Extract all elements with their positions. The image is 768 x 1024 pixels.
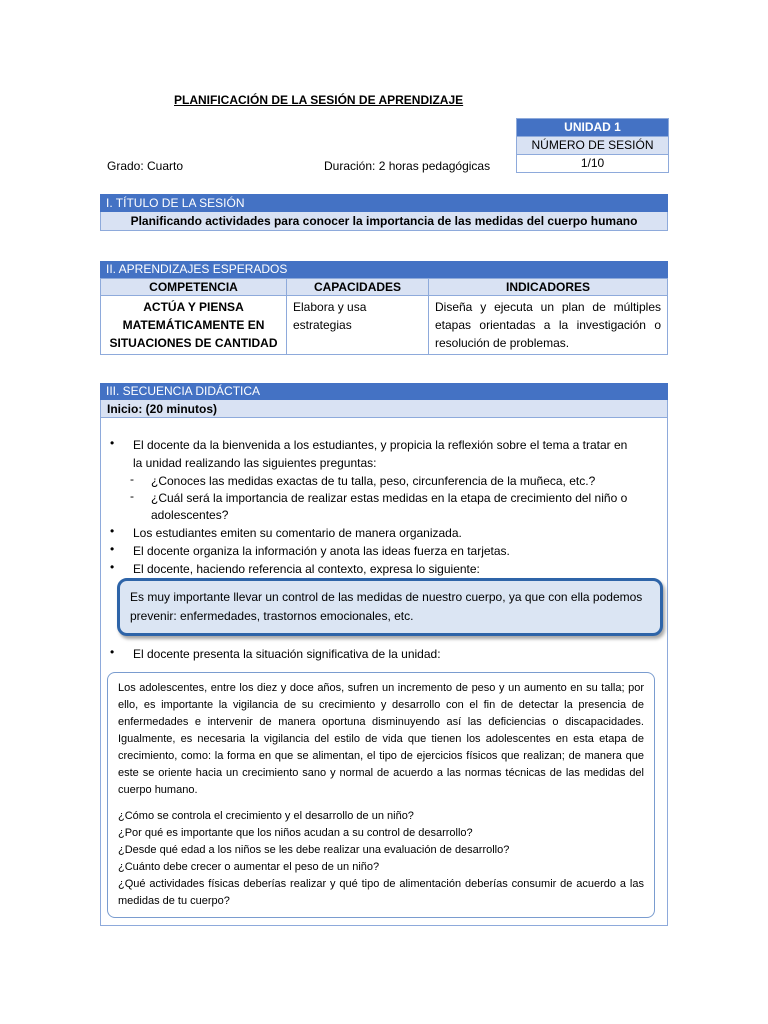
column-header: CAPACIDADES (287, 279, 429, 296)
situation-question: ¿Cómo se controla el crecimiento y el desarrollo de un niño? (118, 810, 414, 822)
capacidades-cell: Elabora y usa estrategias (287, 296, 429, 355)
bullet-icon: • (110, 524, 115, 538)
dash-icon: - (130, 489, 134, 503)
inicio-label: Inicio: (20 minutos) (100, 400, 668, 418)
column-header: COMPETENCIA (101, 279, 287, 296)
section-2-heading: II. APRENDIZAJES ESPERADOS (100, 261, 668, 278)
bullet-icon: • (110, 560, 115, 574)
list-item: Los estudiantes emiten su comentario de manera organizada. (133, 526, 462, 540)
question-item: adolescentes? (151, 508, 229, 522)
bullet-icon: • (110, 542, 115, 556)
table-header-row (101, 279, 668, 296)
situation-question: ¿Por qué es importante que los niños acudan a su control de desarrollo? (118, 827, 473, 839)
list-item: El docente organiza la información y anota las ideas fuerza en tarjetas. (133, 544, 510, 558)
session-title: Planificando actividades para conocer la importancia de las medidas del cuerpo humano (100, 212, 668, 231)
list-item: El docente presenta la situación significativa de la unidad: (133, 647, 441, 661)
session-number-value: 1/10 (517, 154, 668, 172)
column-header: INDICADORES (429, 279, 668, 296)
table-row (101, 296, 668, 355)
duration-text: Duración: 2 horas pedagógicas (324, 159, 491, 173)
bullet-icon: • (110, 645, 115, 659)
competencia-cell: ACTÚA Y PIENSA MATEMÁTICAMENTE EN SITUACIONES DE CANTIDAD (101, 296, 287, 355)
session-number-label: NÚMERO DE SESIÓN (517, 136, 668, 154)
page-title: PLANIFICACIÓN DE LA SESIÓN DE APRENDIZAJE (174, 93, 464, 107)
situation-question: ¿Desde qué edad a los niños se les debe realizar una evaluación de desarrollo? (118, 844, 510, 856)
situation-question: ¿Cuánto debe crecer o aumentar el peso de un niño? (118, 861, 380, 873)
unit-info-box (516, 118, 669, 173)
indicadores-cell: Diseña y ejecuta un plan de múltiples etapas orientadas a la investigación o resolución de problemas. (429, 296, 668, 355)
section-3-heading: III. SECUENCIA DIDÁCTICA (100, 383, 668, 400)
bullet-icon: • (110, 436, 115, 450)
learning-table (100, 278, 668, 355)
section-1-heading: I. TÍTULO DE LA SESIÓN (100, 194, 668, 212)
significant-situation-box (107, 672, 655, 918)
dash-icon: - (130, 472, 134, 486)
question-item: ¿Cuál será la importancia de realizar estas medidas en la etapa de crecimiento del niño o (151, 491, 628, 505)
question-item: ¿Conoces las medidas exactas de tu talla, peso, circunferencia de la muñeca, etc.? (151, 474, 596, 488)
situation-paragraph: Los adolescentes, entre los diez y doce años, sufren un incremento de peso y un aumento en su talla; por ello, es importante la vigilancia de su crecimiento y desarrollo con el fin de detectar la presencia de enfermedades e intervenir de manera oportuna disminuyendo así las deficiencias o discapacidades. Igualmente, es necesaria la vigilancia del estilo de vida que tienen los adolescentes en esta etapa de crecimiento, como: la forma en que se alimentan, el tipo de ejercicios físicos que realizan; de manera que este se oriente hacia un crecimiento sano y normal de acuerdo a las normas técnicas de las medidas del cuerpo humano. (118, 682, 644, 796)
list-item: la unidad realizando las siguientes preguntas: (133, 456, 377, 470)
situation-question: ¿Qué actividades físicas deberías realizar y qué tipo de alimentación deberías consumir de acuerdo a las medidas de tu cuerpo? (118, 878, 644, 907)
list-item: El docente, haciendo referencia al contexto, expresa lo siguiente: (133, 562, 480, 576)
grade-text: Grado: Cuarto (107, 159, 184, 173)
callout-box: Es muy importante llevar un control de las medidas de nuestro cuerpo, ya que con ella podemos prevenir: enfermedades, trastornos emocionales, etc. (117, 578, 663, 636)
unit-label: UNIDAD 1 (517, 119, 668, 136)
list-item: El docente da la bienvenida a los estudiantes, y propicia la reflexión sobre el tema a tratar en (133, 438, 628, 452)
